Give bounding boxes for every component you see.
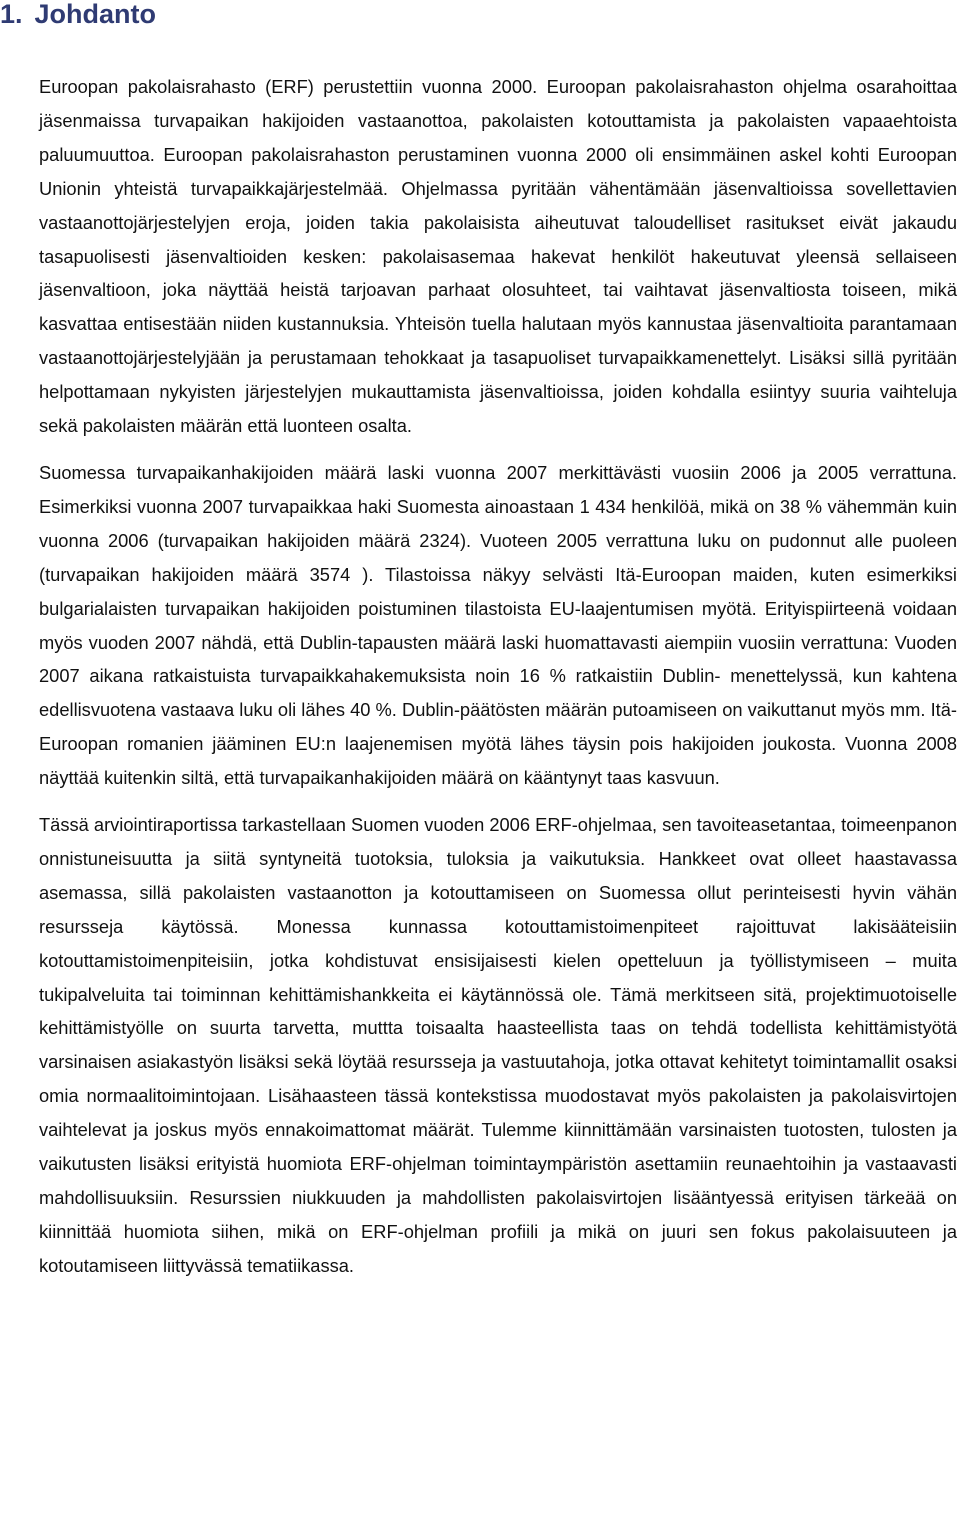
section-number: 1.	[0, 0, 23, 29]
paragraph-erf-background: Euroopan pakolaisrahasto (ERF) perustettiin vuonna 2000. Euroopan pakolaisrahaston ohjelma osarahoittaa jäsenmaissa turvapaikan hakijoiden vastaanottoa, pakolaisten kotouttamista ja pakolaisten vapaaehtoista paluumuuttoa. Euroopan pakolaisrahaston perustaminen vuonna 2000 oli ensimmäinen askel kohti Euroopan Unionin yhteistä turvapaikkajärjestelmää. Ohjelmassa pyritään vähentämään jäsenvaltioissa sovellettavien vastaanottojärjestelyjen eroja, joiden takia pakolaisista aiheutuvat taloudelliset rasitukset eivät jakaudu tasapuolisesti jäsenvaltioiden kesken: pakolaisasemaa hakevat henkilöt hakeutuvat yleensä sellaiseen jäsenvaltioon, joka näyttää heistä tarjoavan parhaat olosuhteet, tai vaihtavat jäsenvaltiosta toiseen, mikä kasvattaa entisestään niiden kustannuksia. Yhteisön tuella halutaan myös kannustaa jäsenvaltioita parantamaan vastaanottojärjestelyjään ja perustamaan tehokkaat ja tasapuoliset turvapaikkamenettelyt. Lisäksi sillä pyritään helpottamaan nykyisten järjestelyjen mukauttamista jäsenvaltioissa, joiden kohdalla esiintyy suuria vaihteluja sekä pakolaisten määrän että luonteen osalta.	[39, 76, 957, 437]
section-title: Johdanto	[34, 0, 157, 29]
paragraph-asylum-statistics: Suomessa turvapaikanhakijoiden määrä laski vuonna 2007 merkittävästi vuosiin 2006 ja 2005 verrattuna. Esimerkiksi vuonna 2007 turvapaikkaa haki Suomesta ainoastaan 1 434 henkilöä, mikä on 38 % vähemmän kuin vuonna 2006 (turvapaikan hakijoiden määrä 2324). Vuoteen 2005 verrattuna luku on pudonnut alle puoleen (turvapaikan hakijoiden määrä 3574 ). Tilastoissa näkyy selvästi Itä-Euroopan maiden, kuten esimerkiksi bulgarialaisten turvapaikan hakijoiden poistuminen tilastoista EU-laajentumisen myötä. Erityispiirteenä voidaan myös vuoden 2007 nähdä, että Dublin-tapausten määrä laski huomattavasti aiempiin vuosiin verrattuna: Vuoden 2007 aikana ratkaistuista turvapaikkahakemuksista noin 16 % ratkaistiin Dublin- menettelyssä, kun kahtena edellisvuotena vastaava luku oli lähes 40 %. Dublin-päätösten määrän putoamiseen on vaikuttanut myös mm. Itä-Euroopan romanien jääminen EU:n laajenemisen myötä lähes täysin pois hakijoiden joukosta. Vuonna 2008 näyttää kuitenkin siltä, että turvapaikanhakijoiden määrä on kääntynyt taas kasvuun.	[39, 461, 957, 789]
body-text	[39, 70, 957, 1283]
section-heading	[0, 0, 156, 34]
paragraph-evaluation-scope: Tässä arviointiraportissa tarkastellaan Suomen vuoden 2006 ERF-ohjelmaa, sen tavoiteasetantaa, toimeenpanon onnistuneisuutta ja siitä syntyneitä tuotoksia, tuloksia ja vaikutuksia. Hankkeet ovat olleet haastavassa asemassa, sillä pakolaisten vastaanotton ja kotouttamiseen on Suomessa ollut perinteisesti hyvin vähän resursseja käytössä. Monessa kunnassa kotouttamistoimenpiteet rajoittuvat lakisääteisiin kotouttamistoimenpiteisiin, jotka kohdistuvat ensisijaisesti kielen opetteluun ja työllistymiseen – muita tukipalveluita tai toiminnan kehittämishankkeita ei käytännössä ole. Tämä merkitseen sitä, projektimuotoiselle kehittämistyölle on suurta tarvetta, muttta toisaalta haasteellista taas on tehdä todellista kehittämistyötä varsinaisen asiakastyön lisäksi sekä löytää resursseja ja vastuutahoja, jotka ottavat kehitetyt toimintamallit osaksi omia normaalitoimintojaan. Lisähaasteen tässä kontekstissa muodostavat myös pakolaisten ja pakolaisvirtojen vaihtelevat ja joskus myös ennakoimattomat määrät. Tulemme kiinnittämään varsinaisten tuotosten, tulosten ja vaikutusten lisäksi erityistä huomiota ERF-ohjelman toimintaympäristön asettamiin reunaehtoihin ja vastaavasti mahdollisuuksiin. Resurssien niukkuuden ja mahdollisten pakolaisvirtojen lisääntyessä erityisen tärkeää on kiinnittää huomiota siihen, mikä on ERF-ohjelman profiili ja mikä on juuri sen fokus pakolaisuuteen ja kotoutamiseen liittyvässä tematiikassa.	[39, 814, 957, 1276]
